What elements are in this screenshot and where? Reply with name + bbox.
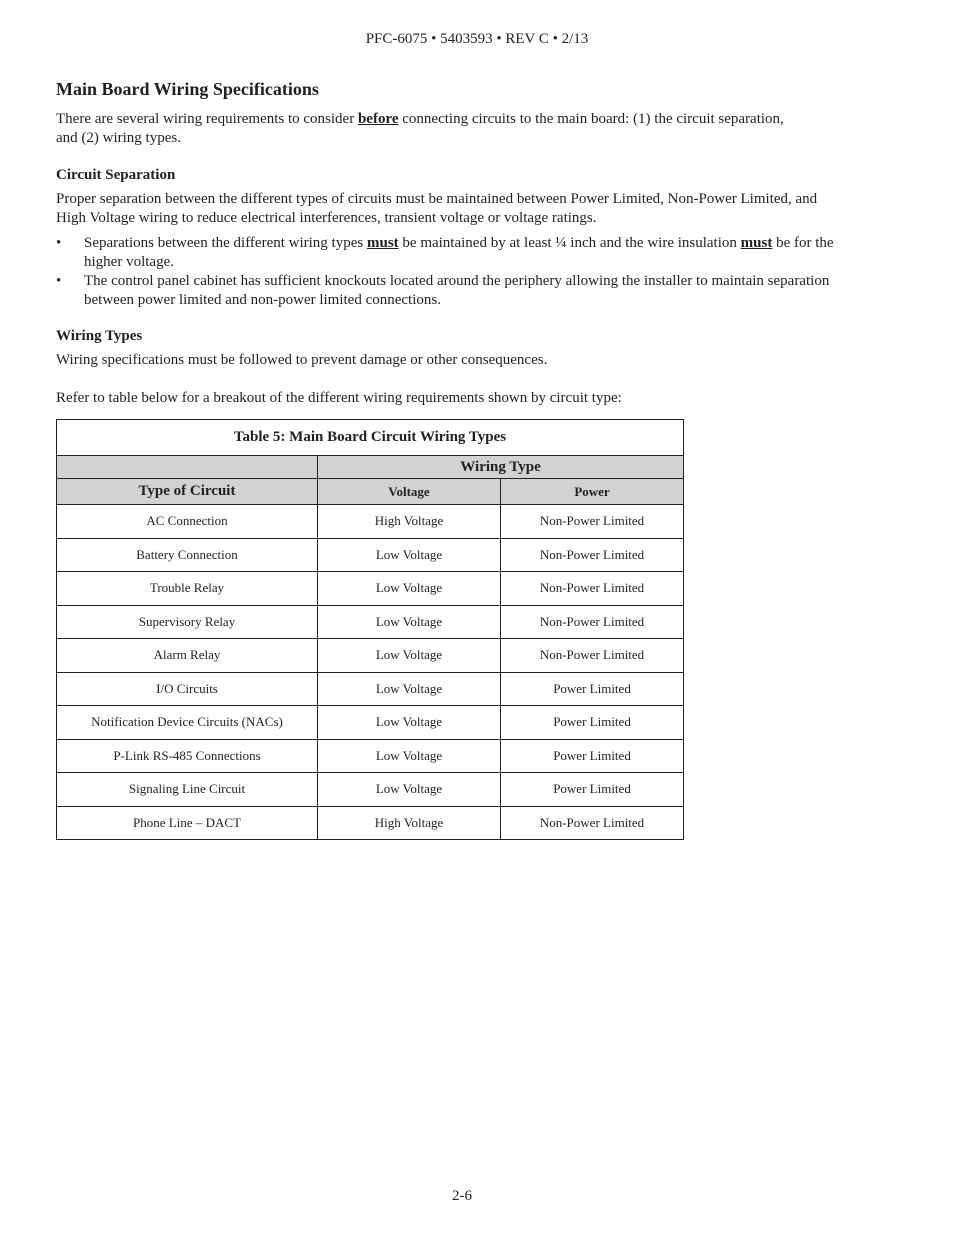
column-header-voltage: Voltage bbox=[318, 479, 501, 505]
cell-power: Power Limited bbox=[501, 739, 684, 773]
emphasis-must: must bbox=[740, 235, 773, 251]
bullet-text: Separations between the different wiring types must be maintained by at least ¼ inch and the wire insulation must be for the higher voltage. bbox=[84, 235, 834, 270]
circuit-separation-line2: High Voltage wiring to reduce electrical interferences, transient voltage or voltage ratings. bbox=[56, 210, 597, 226]
wiring-types-heading: Wiring Types bbox=[56, 328, 143, 344]
intro-text-post: connecting circuits to the main board: (1) the circuit separation, bbox=[398, 111, 784, 127]
cell-circuit: Phone Line – DACT bbox=[57, 806, 318, 840]
table-group-header: Wiring Type bbox=[318, 456, 684, 479]
intro-text-line2: and (2) wiring types. bbox=[56, 130, 181, 146]
table-row bbox=[57, 773, 684, 807]
cell-power: Power Limited bbox=[501, 773, 684, 807]
cell-voltage: Low Voltage bbox=[318, 572, 501, 606]
circuit-separation-paragraph bbox=[56, 190, 871, 228]
intro-emphasis-before: before bbox=[357, 111, 399, 127]
table-group-header-blank bbox=[57, 456, 318, 479]
circuit-separation-line1: Proper separation between the different types of circuits must be maintained between Power Limited, Non-Power Limited, and bbox=[56, 191, 818, 207]
cell-circuit: AC Connection bbox=[57, 505, 318, 539]
cell-circuit: Trouble Relay bbox=[57, 572, 318, 606]
intro-text-pre: There are several wiring requirements to consider bbox=[56, 111, 358, 127]
cell-power: Non-Power Limited bbox=[501, 806, 684, 840]
bullet-text: The control panel cabinet has sufficient knockouts located around the periphery allowing the installer to maintain separation between power limited and non-power limited connections. bbox=[84, 273, 830, 308]
table-row bbox=[57, 739, 684, 773]
cell-circuit: Battery Connection bbox=[57, 538, 318, 572]
table-row bbox=[57, 672, 684, 706]
cell-voltage: Low Voltage bbox=[318, 538, 501, 572]
cell-voltage: High Voltage bbox=[318, 806, 501, 840]
table-row bbox=[57, 572, 684, 606]
cell-power: Non-Power Limited bbox=[501, 639, 684, 673]
bullet-marker: • bbox=[56, 235, 62, 251]
column-header-circuit: Type of Circuit bbox=[57, 479, 318, 505]
page-number: 2-6 bbox=[452, 1188, 472, 1204]
bullet-marker: • bbox=[56, 273, 62, 289]
section-title: Main Board Wiring Specifications bbox=[56, 79, 319, 99]
cell-voltage: Low Voltage bbox=[318, 739, 501, 773]
wiring-types-paragraph: Wiring specifications must be followed to prevent damage or other consequences. bbox=[56, 352, 548, 368]
cell-circuit: P-Link RS-485 Connections bbox=[57, 739, 318, 773]
table-reference-paragraph: Refer to table below for a breakout of the different wiring requirements shown by circuit type: bbox=[56, 390, 622, 406]
cell-circuit: Supervisory Relay bbox=[57, 605, 318, 639]
wiring-types-table bbox=[56, 419, 684, 840]
document-reference: PFC-6075 • 5403593 • REV C • 2/13 bbox=[365, 31, 589, 47]
cell-circuit: Signaling Line Circuit bbox=[57, 773, 318, 807]
cell-power: Power Limited bbox=[501, 672, 684, 706]
cell-voltage: High Voltage bbox=[318, 505, 501, 539]
intro-paragraph bbox=[56, 110, 871, 148]
cell-power: Non-Power Limited bbox=[501, 538, 684, 572]
cell-circuit: I/O Circuits bbox=[57, 672, 318, 706]
cell-circuit: Alarm Relay bbox=[57, 639, 318, 673]
cell-voltage: Low Voltage bbox=[318, 706, 501, 740]
cell-power: Non-Power Limited bbox=[501, 572, 684, 606]
cell-power: Non-Power Limited bbox=[501, 605, 684, 639]
cell-voltage: Low Voltage bbox=[318, 605, 501, 639]
table-row bbox=[57, 806, 684, 840]
cell-voltage: Low Voltage bbox=[318, 672, 501, 706]
cell-voltage: Low Voltage bbox=[318, 773, 501, 807]
cell-power: Power Limited bbox=[501, 706, 684, 740]
table-row bbox=[57, 605, 684, 639]
table-row bbox=[57, 538, 684, 572]
cell-voltage: Low Voltage bbox=[318, 639, 501, 673]
table-row bbox=[57, 706, 684, 740]
column-header-power: Power bbox=[501, 479, 684, 505]
table-row bbox=[57, 505, 684, 539]
circuit-separation-heading: Circuit Separation bbox=[56, 167, 176, 183]
table-caption: Table 5: Main Board Circuit Wiring Types bbox=[57, 420, 684, 456]
cell-circuit: Notification Device Circuits (NACs) bbox=[57, 706, 318, 740]
cell-power: Non-Power Limited bbox=[501, 505, 684, 539]
table-row bbox=[57, 639, 684, 673]
emphasis-must: must bbox=[366, 235, 399, 251]
